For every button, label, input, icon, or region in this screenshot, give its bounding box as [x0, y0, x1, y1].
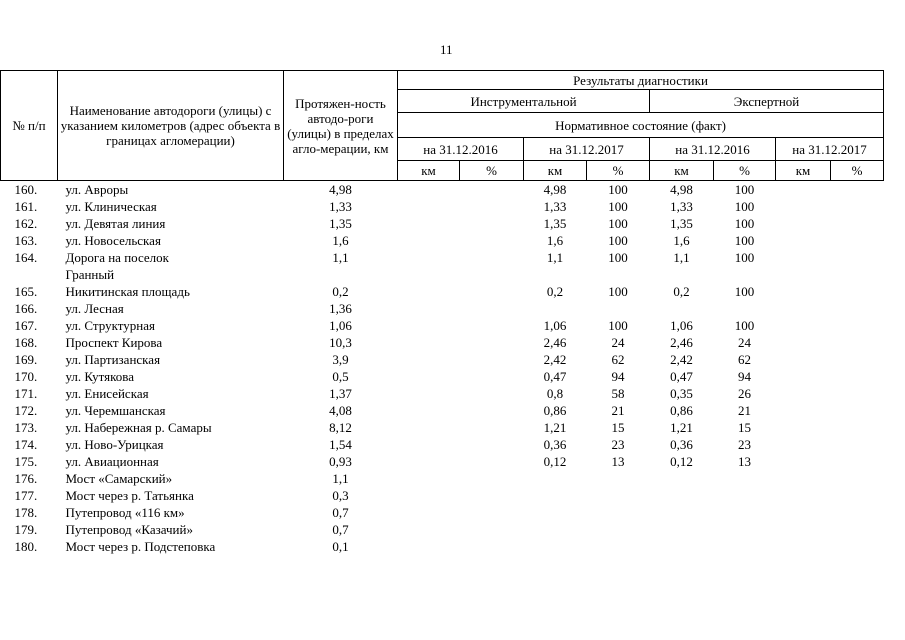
- value-km: 0,36: [543, 437, 567, 452]
- value-km: [398, 436, 460, 453]
- road-length: 1,06: [329, 318, 352, 333]
- row-number: 165.: [14, 284, 38, 299]
- value-percent: [460, 538, 524, 555]
- row-number: 161.: [14, 199, 38, 214]
- value-km: 2,42: [670, 352, 693, 367]
- value-percent: [460, 300, 524, 317]
- table-body: [1, 181, 884, 556]
- value-percent: [460, 402, 524, 419]
- road-name: Гранный: [65, 267, 115, 282]
- value-km: [524, 266, 587, 283]
- value-km: [398, 266, 460, 283]
- value-percent: 100: [734, 216, 755, 231]
- value-percent: [587, 300, 650, 317]
- value-km: [776, 181, 831, 199]
- value-percent: [714, 266, 776, 283]
- value-km: [776, 436, 831, 453]
- value-percent: [831, 215, 884, 232]
- value-percent: 100: [734, 182, 755, 197]
- value-km: [398, 249, 460, 266]
- value-percent: [714, 470, 776, 487]
- table-row: [1, 232, 884, 249]
- value-km: [776, 249, 831, 266]
- value-km: 1,6: [673, 233, 690, 248]
- table-row: [1, 504, 884, 521]
- value-km: 1,1: [546, 250, 564, 265]
- road-name: Мост «Самарский»: [65, 471, 173, 486]
- value-km: [398, 181, 460, 199]
- header-length: Протяжен-ность автодо-роги (улицы) в пределах агло-мерации, км: [284, 71, 398, 181]
- value-km: [650, 521, 714, 538]
- value-percent: [587, 504, 650, 521]
- value-km: [524, 487, 587, 504]
- page-number: 11: [440, 42, 453, 57]
- value-percent: [831, 504, 884, 521]
- header-date: на 31.12.2017: [776, 138, 884, 161]
- header-unit-pct: %: [587, 161, 650, 181]
- road-name: ул. Структурная: [65, 318, 155, 333]
- value-km: [398, 334, 460, 351]
- value-percent: 62: [611, 352, 625, 367]
- road-length: 3,9: [332, 352, 349, 367]
- row-number: 176.: [14, 471, 38, 486]
- table-header: [1, 71, 884, 181]
- value-percent: [460, 249, 524, 266]
- value-km: [776, 215, 831, 232]
- value-km: [776, 317, 831, 334]
- road-length: 0,3: [332, 488, 349, 503]
- road-length: 0,5: [332, 369, 349, 384]
- value-percent: 15: [611, 420, 625, 435]
- header-normative: Нормативное состояние (факт): [398, 113, 884, 138]
- value-percent: 94: [738, 369, 751, 384]
- road-name: ул. Авиационная: [65, 454, 159, 469]
- value-km: 1,6: [546, 233, 564, 248]
- row-number: 172.: [14, 403, 38, 418]
- value-percent: [460, 504, 524, 521]
- value-km: [398, 283, 460, 300]
- value-km: [398, 521, 460, 538]
- road-name: Мост через р. Подстеповка: [65, 539, 216, 554]
- header-unit-km: км: [776, 161, 831, 181]
- value-percent: [831, 351, 884, 368]
- header-unit-km: км: [398, 161, 460, 181]
- value-percent: 100: [608, 199, 628, 214]
- header-unit-km: км: [524, 161, 587, 181]
- value-percent: [831, 232, 884, 249]
- header-unit-pct: %: [831, 161, 884, 181]
- value-km: 0,35: [670, 386, 693, 401]
- value-percent: 62: [738, 352, 751, 367]
- row-number: 179.: [14, 522, 38, 537]
- value-percent: [831, 487, 884, 504]
- road-name: Мост через р. Татьянка: [65, 488, 194, 503]
- value-km: 0,2: [673, 284, 690, 299]
- value-percent: [831, 266, 884, 283]
- header-date: на 31.12.2017: [524, 138, 650, 161]
- value-km: [776, 368, 831, 385]
- row-number: 164.: [14, 250, 38, 265]
- value-percent: [460, 215, 524, 232]
- value-km: 2,42: [543, 352, 567, 367]
- value-percent: 24: [738, 335, 751, 350]
- road-length: 4,08: [329, 403, 352, 418]
- header-num: № п/п: [1, 71, 58, 181]
- value-km: [650, 266, 714, 283]
- road-length: [284, 266, 398, 283]
- header-expert: Экспертной: [650, 90, 884, 113]
- value-km: 0,2: [546, 284, 564, 299]
- table-row: [1, 385, 884, 402]
- road-name: ул. Енисейская: [65, 386, 149, 401]
- row-number: 162.: [14, 216, 38, 231]
- value-km: [776, 453, 831, 470]
- value-percent: [831, 470, 884, 487]
- road-name: ул. Ново-Урицкая: [65, 437, 164, 452]
- value-percent: 15: [738, 420, 751, 435]
- value-km: 1,1: [673, 250, 690, 265]
- value-percent: [831, 334, 884, 351]
- value-km: 2,46: [543, 335, 567, 350]
- value-km: [398, 402, 460, 419]
- value-km: 1,33: [543, 199, 567, 214]
- value-km: 1,33: [670, 199, 693, 214]
- row-number: 173.: [14, 420, 38, 435]
- value-percent: 23: [738, 437, 751, 452]
- value-percent: [460, 419, 524, 436]
- row-number: 171.: [14, 386, 38, 401]
- road-length: 1,6: [332, 233, 349, 248]
- value-percent: 100: [734, 318, 755, 333]
- value-km: [650, 487, 714, 504]
- road-name: ул. Авроры: [65, 182, 129, 197]
- value-km: 0,47: [543, 369, 567, 384]
- value-km: [776, 385, 831, 402]
- value-percent: [460, 198, 524, 215]
- value-percent: [714, 504, 776, 521]
- header-date: на 31.12.2016: [650, 138, 776, 161]
- value-percent: 100: [608, 318, 628, 333]
- road-length: 0,1: [332, 539, 349, 554]
- value-percent: [587, 470, 650, 487]
- value-km: [776, 232, 831, 249]
- road-name: ул. Кутякова: [65, 369, 134, 384]
- value-percent: [831, 436, 884, 453]
- value-km: 4,98: [670, 182, 693, 197]
- value-percent: [587, 538, 650, 555]
- row-number: 167.: [14, 318, 38, 333]
- value-km: [398, 368, 460, 385]
- table-row: [1, 402, 884, 419]
- header-instrumental: Инструментальной: [398, 90, 650, 113]
- road-length: 1,1: [332, 250, 349, 265]
- road-length: 1,54: [329, 437, 352, 452]
- value-percent: [460, 385, 524, 402]
- value-percent: 100: [734, 233, 755, 248]
- value-percent: [831, 198, 884, 215]
- value-km: [398, 215, 460, 232]
- row-number: 180.: [14, 539, 38, 554]
- value-km: 0,86: [670, 403, 693, 418]
- value-percent: 21: [738, 403, 751, 418]
- header-results: Результаты диагностики: [398, 71, 884, 90]
- row-number: 168.: [14, 335, 38, 350]
- road-length: 0,93: [329, 454, 352, 469]
- road-name: Путепровод «Казачий»: [65, 522, 193, 537]
- row-number: 175.: [14, 454, 38, 469]
- value-km: [776, 470, 831, 487]
- row-number: [1, 266, 58, 283]
- header-name: Наименование автодороги (улицы) с указанием километров (адрес объекта в границах агломерации): [58, 71, 284, 181]
- value-km: [776, 504, 831, 521]
- row-number: 177.: [14, 488, 38, 503]
- table-row: [1, 351, 884, 368]
- road-name: ул. Клиническая: [65, 199, 157, 214]
- road-name: Никитинская площадь: [65, 284, 190, 299]
- value-percent: [831, 283, 884, 300]
- road-length: 1,33: [329, 199, 352, 214]
- table-row: [1, 538, 884, 555]
- value-percent: 24: [611, 335, 625, 350]
- header-unit-pct: %: [714, 161, 776, 181]
- value-km: [650, 504, 714, 521]
- header-unit-km: км: [650, 161, 714, 181]
- value-percent: [714, 300, 776, 317]
- value-percent: 100: [608, 284, 628, 299]
- row-number: 166.: [14, 301, 38, 316]
- value-percent: 58: [611, 386, 625, 401]
- value-percent: [587, 266, 650, 283]
- value-percent: [831, 300, 884, 317]
- road-length: 8,12: [329, 420, 352, 435]
- road-name: ул. Лесная: [65, 301, 124, 316]
- value-percent: [831, 521, 884, 538]
- value-km: [398, 385, 460, 402]
- value-km: [776, 300, 831, 317]
- row-number: 178.: [14, 505, 38, 520]
- table-row: [1, 215, 884, 232]
- value-percent: [460, 317, 524, 334]
- table-row: [1, 283, 884, 300]
- road-length: 1,36: [329, 301, 352, 316]
- value-percent: 100: [734, 284, 755, 299]
- value-percent: 13: [738, 454, 751, 469]
- value-percent: [460, 334, 524, 351]
- value-percent: [831, 402, 884, 419]
- row-number: 169.: [14, 352, 38, 367]
- value-km: [398, 419, 460, 436]
- value-km: [398, 198, 460, 215]
- value-km: [398, 351, 460, 368]
- road-name: Проспект Кирова: [65, 335, 163, 350]
- table-row: [1, 181, 884, 199]
- table-row: [1, 334, 884, 351]
- value-percent: [831, 249, 884, 266]
- value-percent: [460, 283, 524, 300]
- road-length: 10,3: [329, 335, 352, 350]
- value-percent: 26: [738, 386, 751, 401]
- value-percent: 100: [608, 250, 628, 265]
- value-percent: [831, 368, 884, 385]
- value-percent: 100: [608, 233, 628, 248]
- table-row: [1, 266, 884, 283]
- road-name: ул. Черемшанская: [65, 403, 166, 418]
- road-name: ул. Новосельская: [65, 233, 161, 248]
- value-km: [524, 521, 587, 538]
- table-row: [1, 521, 884, 538]
- value-km: [776, 351, 831, 368]
- value-km: [776, 402, 831, 419]
- header-unit-pct: %: [460, 161, 524, 181]
- value-km: [398, 504, 460, 521]
- road-name: ул. Партизанская: [65, 352, 161, 367]
- value-km: 1,35: [670, 216, 693, 231]
- value-km: [650, 538, 714, 555]
- value-percent: [831, 317, 884, 334]
- value-percent: 100: [608, 182, 628, 197]
- value-percent: [460, 351, 524, 368]
- value-km: 0,8: [546, 386, 564, 401]
- value-percent: [831, 453, 884, 470]
- table-row: [1, 470, 884, 487]
- value-percent: 13: [611, 454, 625, 469]
- value-km: 0,36: [670, 437, 693, 452]
- value-percent: [460, 453, 524, 470]
- table-row: [1, 198, 884, 215]
- value-km: 0,12: [543, 454, 567, 469]
- value-km: [524, 470, 587, 487]
- road-name: Путепровод «116 км»: [65, 505, 185, 520]
- value-percent: [460, 181, 524, 199]
- value-km: [776, 538, 831, 555]
- diagnostics-table: [0, 70, 884, 555]
- road-name: ул. Набережная р. Самары: [65, 420, 212, 435]
- road-length: 4,98: [329, 182, 352, 197]
- value-percent: [460, 368, 524, 385]
- value-km: [776, 198, 831, 215]
- value-percent: 100: [734, 250, 755, 265]
- road-length: 1,35: [329, 216, 352, 231]
- value-km: 1,35: [543, 216, 567, 231]
- road-length: 0,7: [332, 505, 349, 520]
- table-row: [1, 436, 884, 453]
- table-row: [1, 368, 884, 385]
- value-km: [524, 300, 587, 317]
- value-km: [650, 470, 714, 487]
- value-km: [398, 317, 460, 334]
- road-length: 1,37: [329, 386, 352, 401]
- row-number: 163.: [14, 233, 38, 248]
- value-percent: [460, 521, 524, 538]
- value-percent: [714, 487, 776, 504]
- value-km: 1,06: [670, 318, 693, 333]
- value-percent: [831, 181, 884, 199]
- value-km: 0,12: [670, 454, 693, 469]
- value-km: [776, 419, 831, 436]
- value-percent: 23: [611, 437, 625, 452]
- value-km: [398, 487, 460, 504]
- value-km: 2,46: [670, 335, 693, 350]
- value-percent: [831, 419, 884, 436]
- value-km: [524, 538, 587, 555]
- value-percent: 21: [611, 403, 625, 418]
- table-row: [1, 487, 884, 504]
- table-row: [1, 300, 884, 317]
- value-percent: 100: [734, 199, 755, 214]
- value-km: [776, 283, 831, 300]
- value-percent: [831, 385, 884, 402]
- table-row: [1, 419, 884, 436]
- value-km: 1,21: [670, 420, 693, 435]
- value-km: [398, 470, 460, 487]
- value-percent: [460, 487, 524, 504]
- value-percent: 94: [611, 369, 625, 384]
- value-percent: 100: [608, 216, 628, 231]
- value-km: [398, 300, 460, 317]
- value-percent: [460, 232, 524, 249]
- value-percent: [714, 538, 776, 555]
- road-length: 0,2: [332, 284, 349, 299]
- value-percent: [831, 538, 884, 555]
- table-row: [1, 317, 884, 334]
- value-km: 0,86: [543, 403, 567, 418]
- table-row: [1, 453, 884, 470]
- value-km: [776, 266, 831, 283]
- table-row: [1, 249, 884, 266]
- value-percent: [460, 470, 524, 487]
- road-length: 1,1: [332, 471, 349, 486]
- road-name: ул. Девятая линия: [65, 216, 166, 231]
- value-km: [776, 487, 831, 504]
- value-km: [776, 334, 831, 351]
- value-km: 4,98: [543, 182, 567, 197]
- value-km: [398, 232, 460, 249]
- value-km: 1,06: [543, 318, 567, 333]
- value-km: 0,47: [670, 369, 693, 384]
- value-percent: [714, 521, 776, 538]
- row-number: 170.: [14, 369, 38, 384]
- header-date: на 31.12.2016: [398, 138, 524, 161]
- value-km: [650, 300, 714, 317]
- value-km: [398, 538, 460, 555]
- value-km: [776, 521, 831, 538]
- road-name: Дорога на поселок: [65, 250, 169, 265]
- value-km: [398, 453, 460, 470]
- row-number: 174.: [14, 437, 38, 452]
- value-km: 1,21: [543, 420, 567, 435]
- value-percent: [587, 487, 650, 504]
- value-km: [524, 504, 587, 521]
- value-percent: [460, 436, 524, 453]
- value-percent: [460, 266, 524, 283]
- value-percent: [587, 521, 650, 538]
- row-number: 160.: [14, 182, 38, 197]
- road-length: 0,7: [332, 522, 349, 537]
